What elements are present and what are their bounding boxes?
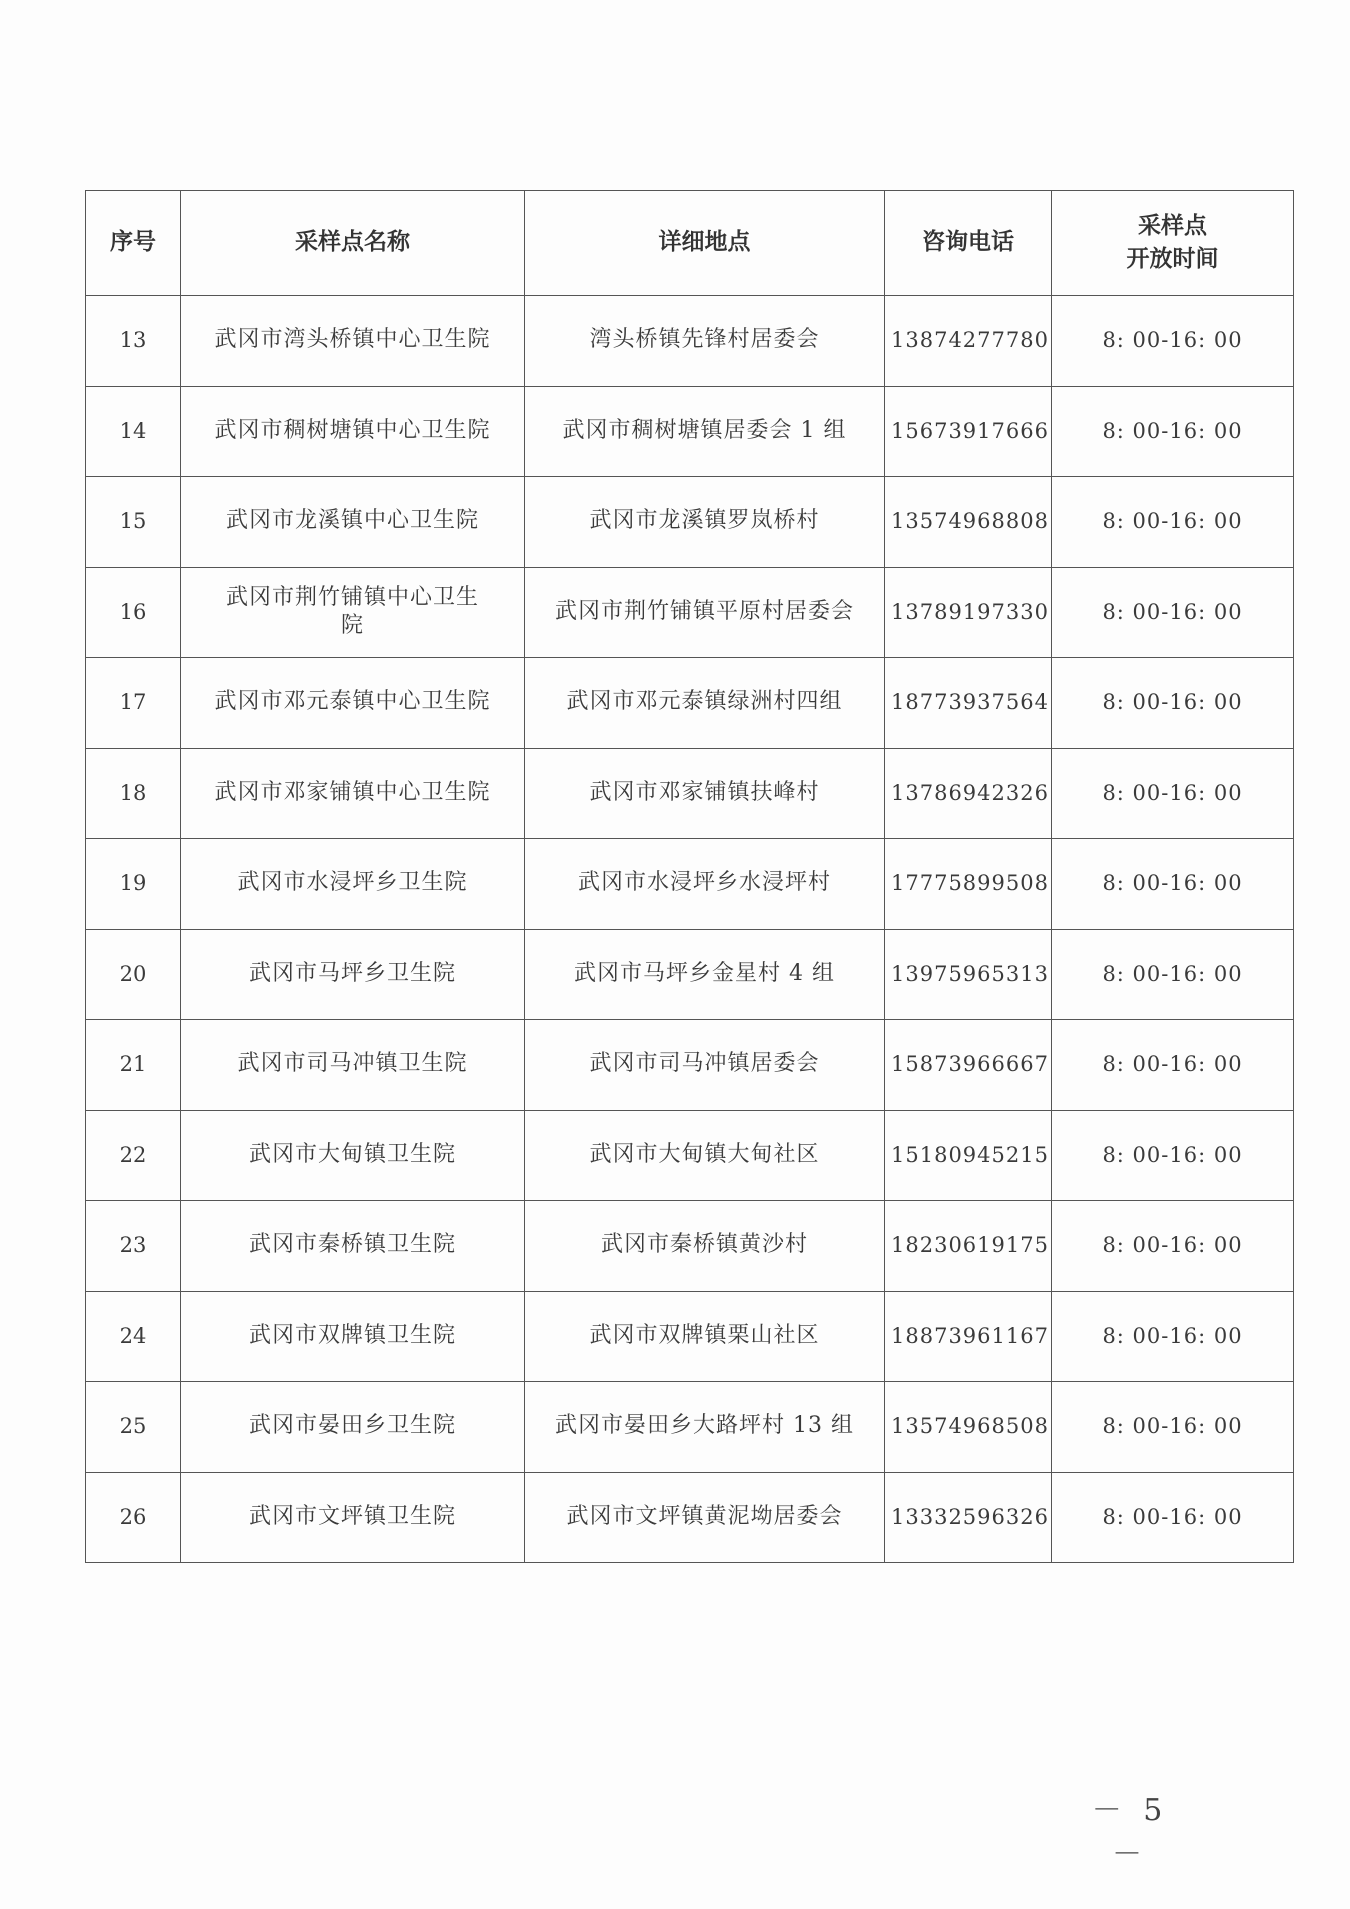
cell-address: 武冈市邓元泰镇绿洲村四组 [525, 658, 885, 749]
cell-seq: 20 [86, 929, 181, 1020]
cell-site-name: 武冈市大甸镇卫生院 [181, 1110, 525, 1201]
cell-phone: 13786942326 [885, 748, 1052, 839]
cell-seq: 26 [86, 1472, 181, 1563]
table-row [86, 477, 1294, 568]
cell-phone: 15673917666 [885, 386, 1052, 477]
cell-hours: 8: 00-16: 00 [1052, 748, 1294, 839]
table-row [86, 929, 1294, 1020]
cell-site-name: 武冈市秦桥镇卫生院 [181, 1201, 525, 1292]
cell-hours: 8: 00-16: 00 [1052, 567, 1294, 658]
cell-phone: 13332596326 [885, 1472, 1052, 1563]
cell-address: 湾头桥镇先锋村居委会 [525, 296, 885, 387]
header-row [86, 191, 1294, 296]
table-row [86, 1201, 1294, 1292]
cell-phone: 13574968508 [885, 1382, 1052, 1473]
cell-seq: 25 [86, 1382, 181, 1473]
cell-seq: 15 [86, 477, 181, 568]
cell-site-name: 武冈市邓家铺镇中心卫生院 [181, 748, 525, 839]
header-address: 详细地点 [525, 191, 885, 296]
table-row [86, 1291, 1294, 1382]
table-body [86, 296, 1294, 1563]
cell-phone: 13874277780 [885, 296, 1052, 387]
cell-hours: 8: 00-16: 00 [1052, 1201, 1294, 1292]
table-row [86, 1110, 1294, 1201]
cell-hours: 8: 00-16: 00 [1052, 929, 1294, 1020]
table-row [86, 296, 1294, 387]
cell-site-name: 武冈市荆竹铺镇中心卫生院 [181, 567, 525, 658]
cell-phone: 15180945215 [885, 1110, 1052, 1201]
table-row [86, 748, 1294, 839]
cell-seq: 16 [86, 567, 181, 658]
cell-address: 武冈市龙溪镇罗岚桥村 [525, 477, 885, 568]
cell-address: 武冈市大甸镇大甸社区 [525, 1110, 885, 1201]
cell-address: 武冈市水浸坪乡水浸坪村 [525, 839, 885, 930]
cell-seq: 22 [86, 1110, 181, 1201]
cell-hours: 8: 00-16: 00 [1052, 1291, 1294, 1382]
cell-address: 武冈市荆竹铺镇平原村居委会 [525, 567, 885, 658]
cell-seq: 13 [86, 296, 181, 387]
cell-hours: 8: 00-16: 00 [1052, 1472, 1294, 1563]
header-phone: 咨询电话 [885, 191, 1052, 296]
cell-hours: 8: 00-16: 00 [1052, 296, 1294, 387]
cell-address: 武冈市双牌镇栗山社区 [525, 1291, 885, 1382]
cell-phone: 18230619175 [885, 1201, 1052, 1292]
cell-seq: 24 [86, 1291, 181, 1382]
cell-site-name: 武冈市文坪镇卫生院 [181, 1472, 525, 1563]
cell-address: 武冈市晏田乡大路坪村 13 组 [525, 1382, 885, 1473]
table-row [86, 1472, 1294, 1563]
cell-phone: 17775899508 [885, 839, 1052, 930]
cell-site-name: 武冈市湾头桥镇中心卫生院 [181, 296, 525, 387]
cell-phone: 18873961167 [885, 1291, 1052, 1382]
table-row [86, 658, 1294, 749]
cell-seq: 21 [86, 1020, 181, 1111]
cell-address: 武冈市稠树塘镇居委会 1 组 [525, 386, 885, 477]
cell-seq: 18 [86, 748, 181, 839]
cell-site-name: 武冈市司马冲镇卫生院 [181, 1020, 525, 1111]
cell-seq: 19 [86, 839, 181, 930]
cell-site-name: 武冈市稠树塘镇中心卫生院 [181, 386, 525, 477]
cell-hours: 8: 00-16: 00 [1052, 386, 1294, 477]
cell-address: 武冈市文坪镇黄泥坳居委会 [525, 1472, 885, 1563]
cell-hours: 8: 00-16: 00 [1052, 1382, 1294, 1473]
page-number: － 5 － [1091, 1793, 1169, 1872]
cell-site-name: 武冈市双牌镇卫生院 [181, 1291, 525, 1382]
cell-seq: 17 [86, 658, 181, 749]
cell-hours: 8: 00-16: 00 [1052, 1020, 1294, 1111]
header-seq: 序号 [86, 191, 181, 296]
cell-site-name: 武冈市邓元泰镇中心卫生院 [181, 658, 525, 749]
cell-address: 武冈市邓家铺镇扶峰村 [525, 748, 885, 839]
cell-site-name: 武冈市马坪乡卫生院 [181, 929, 525, 1020]
cell-site-name: 武冈市晏田乡卫生院 [181, 1382, 525, 1473]
table-row [86, 567, 1294, 658]
cell-phone: 15873966667 [885, 1020, 1052, 1111]
cell-seq: 23 [86, 1201, 181, 1292]
table-row [86, 1382, 1294, 1473]
cell-phone: 18773937564 [885, 658, 1052, 749]
cell-address: 武冈市司马冲镇居委会 [525, 1020, 885, 1111]
table-row [86, 386, 1294, 477]
cell-site-name: 武冈市水浸坪乡卫生院 [181, 839, 525, 930]
cell-hours: 8: 00-16: 00 [1052, 477, 1294, 568]
table-row [86, 839, 1294, 930]
cell-phone: 13574968808 [885, 477, 1052, 568]
header-site-name: 采样点名称 [181, 191, 525, 296]
sampling-sites-table [85, 190, 1294, 1563]
cell-seq: 14 [86, 386, 181, 477]
cell-address: 武冈市秦桥镇黄沙村 [525, 1201, 885, 1292]
header-open-hours [1052, 191, 1294, 296]
table-row [86, 1020, 1294, 1111]
cell-hours: 8: 00-16: 00 [1052, 839, 1294, 930]
cell-site-name: 武冈市龙溪镇中心卫生院 [181, 477, 525, 568]
cell-address: 武冈市马坪乡金星村 4 组 [525, 929, 885, 1020]
cell-phone: 13975965313 [885, 929, 1052, 1020]
header-open-hours-line1: 采样点 [1138, 212, 1207, 239]
table-header [86, 191, 1294, 296]
cell-hours: 8: 00-16: 00 [1052, 1110, 1294, 1201]
header-open-hours-line2: 开放时间 [1126, 246, 1219, 272]
cell-hours: 8: 00-16: 00 [1052, 658, 1294, 749]
cell-phone: 13789197330 [885, 567, 1052, 658]
